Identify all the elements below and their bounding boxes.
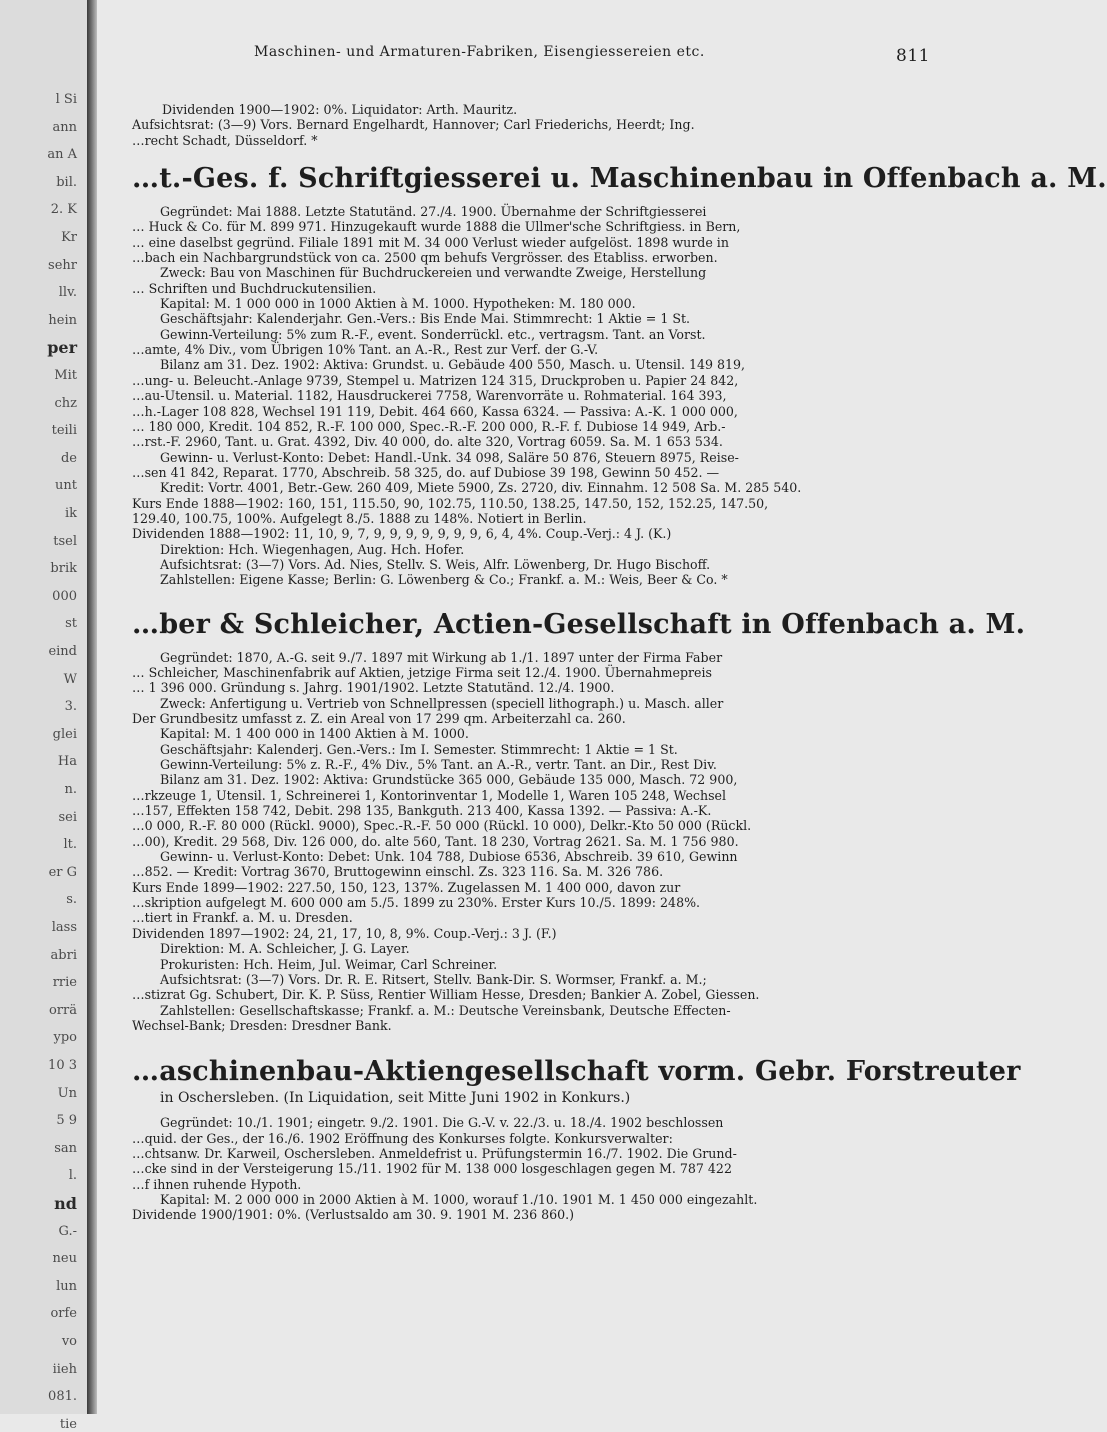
text-line: …157, Effekten 158 742, Debit. 298 135, Bankguth. 213 400, Kassa 1392. — Passiva: A.-K. (132, 803, 712, 819)
text-line: Kapital: M. 1 400 000 in 1400 Aktien à M. 1000. (160, 726, 469, 742)
text-line: …chtsanw. Dr. Karweil, Oschersleben. Anmeldefrist u. Prüfungstermin 16./7. 1902. Die Grund- (132, 1145, 737, 1161)
left-page-fragment: 5 9 (56, 1113, 77, 1129)
left-page-fragment: s. (66, 892, 77, 908)
text-line: Dividenden 1900—1902: 0%. Liquidator: Arth. Mauritz. (162, 102, 518, 117)
text-line: …recht Schadt, Düsseldorf. * (132, 132, 318, 148)
text-line: Kurs Ende 1888—1902: 160, 151, 115.50, 90, 102.75, 110.50, 138.25, 147.50, 152, 152.25, 147.50, (132, 495, 769, 511)
text-line: Gegründet: 10./1. 1901; eingetr. 9./2. 1901. Die G.-V. v. 22./3. u. 18./4. 1902 beschlossen (160, 1115, 724, 1131)
text-line: Geschäftsjahr: Kalenderj. Gen.-Vers.: Im I. Semester. Stimmrecht: 1 Aktie = 1 St. (160, 741, 678, 757)
text-line: Gewinn-Verteilung: 5% zum R.-F., event. Sonderrückl. etc., vertragsm. Tant. an Vorst. (160, 326, 706, 342)
entry-title: …ber & Schleicher, Actien-Gesellschaft in Offenbach a. M. (132, 608, 1026, 640)
left-page-fragment: hein (48, 312, 77, 328)
left-page-fragment: lt. (63, 837, 77, 853)
left-page-fragment: glei (52, 726, 77, 742)
text-line: Kapital: M. 1 000 000 in 1000 Aktien à M. 1000. Hypotheken: M. 180 000. (160, 296, 636, 312)
text-line: Der Grundbesitz umfasst z. Z. ein Areal von 17 299 qm. Arbeiterzahl ca. 260. (132, 711, 626, 726)
text-line: Bilanz am 31. Dez. 1902: Aktiva: Grundst. u. Gebäude 400 550, Masch. u. Utensil. 149 819, (160, 357, 746, 373)
left-page-fragment: 000 (52, 588, 77, 604)
left-page-fragment: brik (50, 561, 77, 577)
left-page-fragment: 081. (48, 1389, 77, 1405)
left-page-fragment: llv. (58, 285, 77, 301)
text-line: Wechsel-Bank; Dresden: Dresdner Bank. (132, 1017, 392, 1033)
entry-subtitle: in Oschersleben. (In Liquidation, seit Mitte Juni 1902 in Konkurs.) (160, 1090, 631, 1107)
left-page-fragment: G.- (58, 1223, 77, 1239)
top-block (132, 102, 932, 148)
left-page-fragment: ik (64, 506, 77, 521)
text-line: …f ihnen ruhende Hypoth. (132, 1176, 302, 1192)
running-header (132, 38, 932, 68)
left-page-fragment: er G (48, 864, 77, 880)
left-page-fragment: orfe (50, 1306, 77, 1322)
text-line: Zweck: Bau von Maschinen für Buchdruckereien und verwandte Zweige, Herstellung (160, 265, 707, 281)
company-entry (132, 608, 1026, 1034)
text-line: …rst.-F. 2960, Tant. u. Grat. 4392, Div. 40 000, do. alte 320, Vortrag 6059. Sa. M. 1 653 534. (132, 434, 723, 450)
entry-title: …aschinenbau-Aktiengesellschaft vorm. Gebr. Forstreuter (132, 1056, 1021, 1088)
left-page-fragment: n. (64, 782, 77, 797)
text-line: …ung- u. Beleucht.-Anlage 9739, Stempel u. Matrizen 124 315, Druckproben u. Papier 24 842, (132, 372, 739, 388)
page (132, 38, 1107, 1223)
text-line: …00), Kredit. 29 568, Div. 126 000, do. alte 560, Tant. 18 230, Vortrag 2621. Sa. M. 1 756 980. (132, 833, 739, 849)
left-page-fragment: lass (51, 920, 77, 935)
left-page-fragment: eind (48, 644, 77, 659)
left-page-fragment: tie (59, 1416, 77, 1432)
page-number: 811 (896, 46, 930, 66)
text-line: Gegründet: Mai 1888. Letzte Statutänd. 27./4. 1900. Übernahme der Schriftgiesserei (160, 204, 707, 220)
text-line: Kredit: Vortr. 4001, Betr.-Gew. 260 409, Miete 5900, Zs. 2720, div. Einnahm. 12 508 Sa. M. 285 540. (160, 480, 802, 496)
left-page-fragment: rrie (52, 975, 77, 991)
left-page-fragment: Ha (57, 754, 77, 770)
left-page-fragment: 3. (64, 699, 77, 715)
text-line: …rkzeuge 1, Utensil. 1, Schreinerei 1, Kontorinventar 1, Modelle 1, Waren 105 248, Wechsel (132, 787, 727, 803)
left-page-fragment: 10 3 (48, 1058, 77, 1073)
left-page-fragment: san (54, 1140, 77, 1156)
text-line: …h.-Lager 108 828, Wechsel 191 119, Debit. 464 660, Kassa 6324. — Passiva: A.-K. 1 000 000, (132, 403, 738, 419)
text-line: …sen 41 842, Reparat. 1770, Abschreib. 58 325, do. auf Dubiose 39 198, Gewinn 50 452. — (132, 464, 720, 480)
text-line: …quid. der Ges., der 16./6. 1902 Eröffnung des Konkurses folgte. Konkursverwalter: (132, 1130, 673, 1146)
left-page-fragment: tsel (53, 533, 77, 549)
text-line: …amte, 4% Div., vom Übrigen 10% Tant. an A.-R., Rest zur Verf. der G.-V. (132, 342, 599, 358)
left-page-fragment: st (65, 616, 77, 632)
left-page-fragment: vo (61, 1334, 77, 1349)
text-line: Gewinn- u. Verlust-Konto: Debet: Handl.-Unk. 34 098, Saläre 50 876, Steuern 8975, Reise- (160, 449, 739, 465)
left-page-fragment: ann (52, 119, 77, 135)
left-page-fragment: Un (57, 1085, 77, 1101)
left-page-fragment: l Si (55, 92, 77, 107)
text-line: Direktion: Hch. Wiegenhagen, Aug. Hch. Hofer. (160, 541, 465, 557)
text-line: …stizrat Gg. Schubert, Dir. K. P. Süss, Rentier William Hesse, Dresden; Bankier A. Zobel, Giessen. (132, 987, 760, 1003)
text-line: …tiert in Frankf. a. M. u. Dresden. (132, 910, 353, 926)
text-line: Gewinn-Verteilung: 5% z. R.-F., 4% Div., 5% Tant. an A.-R., vertr. Tant. an Dir., Rest Div. (160, 757, 717, 773)
left-page-fragment: bil. (56, 174, 77, 190)
company-entry (132, 162, 1107, 588)
text-line: … 1 396 000. Gründung s. Jahrg. 1901/1902. Letzte Statutänd. 12./4. 1900. (132, 680, 615, 696)
text-line: Aufsichtsrat: (3—7) Vors. Dr. R. E. Ritsert, Stellv. Bank-Dir. S. Wormser, Frankf. a. M.; (160, 971, 707, 987)
left-page-fragment: sehr (48, 257, 77, 273)
text-line: Dividende 1900/1901: 0%. (Verlustsaldo am 30. 9. 1901 M. 236 860.) (132, 1207, 575, 1223)
running-title: Maschinen- und Armaturen-Fabriken, Eisengiessereien etc. (254, 44, 705, 60)
text-line: …cke sind in der Versteigerung 15./11. 1902 für M. 138 000 losgeschlagen gegen M. 787 422 (132, 1161, 732, 1177)
text-line: Gewinn- u. Verlust-Konto: Debet: Unk. 104 788, Dubiose 6536, Abschreib. 39 610, Gewinn (160, 849, 738, 865)
entry-title: …t.-Ges. f. Schriftgiesserei u. Maschinenbau in Offenbach a. M. (132, 163, 1107, 195)
left-page-fragment: Mit (54, 368, 77, 383)
company-entry (132, 1055, 1021, 1223)
text-line: Zweck: Anfertigung u. Vertrieb von Schnellpressen (speciell lithograph.) u. Masch. aller (160, 695, 724, 711)
text-line: 129.40, 100.75, 100%. Aufgelegt 8./5. 1888 zu 148%. Notiert in Berlin. (132, 510, 587, 526)
text-line: Zahlstellen: Gesellschaftskasse; Frankf. a. M.: Deutsche Vereinsbank, Deutsche Effecten- (160, 1002, 731, 1018)
left-page-fragments (0, 0, 87, 1432)
text-line: … Schriften und Buchdruckutensilien. (132, 280, 377, 296)
left-page-fragment: abri (50, 947, 77, 963)
left-page-fragment: 2. K (50, 202, 77, 218)
sections (132, 162, 1107, 1223)
left-page-fragment: ypo (53, 1030, 77, 1046)
text-line: Zahlstellen: Eigene Kasse; Berlin: G. Löwenberg & Co.; Frankf. a. M.: Weis, Beer & Co. * (160, 572, 728, 588)
text-line: Gegründet: 1870, A.-G. seit 9./7. 1897 mit Wirkung ab 1./1. 1897 unter der Firma Faber (160, 649, 723, 665)
text-line: Bilanz am 31. Dez. 1902: Aktiva: Grundstücke 365 000, Gebäude 135 000, Masch. 72 900, (160, 772, 738, 788)
text-line: Geschäftsjahr: Kalenderjahr. Gen.-Vers.: Bis Ende Mai. Stimmrecht: 1 Aktie = 1 St. (160, 311, 691, 327)
left-page-fragment: Kr (61, 230, 77, 245)
text-line: …bach ein Nachbargrundstück von ca. 2500 qm behufs Vergrösser. des Etabliss. erworben. (132, 250, 718, 266)
text-line: …au-Utensil. u. Material. 1182, Hausdruckerei 7758, Warenvorräte u. Rohmaterial. 164 393, (132, 388, 727, 404)
text-line: Aufsichtsrat: (3—9) Vors. Bernard Engelhardt, Hannover; Carl Friederichs, Heerdt; Ing. (132, 117, 695, 133)
text-line: … eine daselbst gegründ. Filiale 1891 mit M. 34 000 Verlust wieder aufgelöst. 1898 wurde in (132, 234, 729, 250)
text-line: Direktion: M. A. Schleicher, J. G. Layer. (160, 941, 410, 957)
left-page-fragment: an A (47, 147, 77, 163)
text-line: Aufsichtsrat: (3—7) Vors. Ad. Nies, Stellv. S. Weis, Alfr. Löwenberg, Dr. Hugo Bischoff. (160, 556, 711, 572)
left-page-fragment: unt (55, 478, 77, 494)
left-page-fragment: orrä (48, 1002, 77, 1018)
text-line: …0 000, R.-F. 80 000 (Rückl. 9000), Spec.-R.-F. 50 000 (Rückl. 10 000), Delkr.-Kto 50 000 (Rückl. (132, 818, 752, 834)
left-page-fragment: per (47, 338, 77, 358)
left-page-fragment: nd (54, 1194, 77, 1213)
left-page-fragment: de (60, 450, 77, 466)
text-line: … Huck & Co. für M. 899 971. Hinzugekauft wurde 1888 die Ullmer'sche Schriftgiess. in Bern, (132, 219, 741, 235)
text-line: …852. — Kredit: Vortrag 3670, Bruttogewinn einschl. Zs. 323 116. Sa. M. 326 786. (132, 864, 664, 880)
text-line: …skription aufgelegt M. 600 000 am 5./5. 1899 zu 230%. Erster Kurs 10./5. 1899: 248%. (132, 895, 701, 911)
left-page-fragment: lun (56, 1278, 77, 1294)
text-line: … Schleicher, Maschinenfabrik auf Aktien, jetzige Firma seit 12./4. 1900. Übernahmepreis (132, 664, 712, 680)
text-line: Dividenden 1888—1902: 11, 10, 9, 7, 9, 9, 9, 9, 9, 9, 9, 6, 4, 4%. Coup.-Verj.: 4 J. (K.) (132, 526, 672, 542)
left-page-fragment: l. (68, 1168, 77, 1184)
text-line: Kurs Ende 1899—1902: 227.50, 150, 123, 137%. Zugelassen M. 1 400 000, davon zur (132, 879, 681, 895)
text-line: Kapital: M. 2 000 000 in 2000 Aktien à M. 1000, worauf 1./10. 1901 M. 1 450 000 eingezahlt. (160, 1191, 758, 1207)
text-line: Prokuristen: Hch. Heim, Jul. Weimar, Carl Schreiner. (160, 956, 498, 972)
left-page-fragment: sei (58, 809, 77, 825)
left-page-fragment: W (63, 671, 77, 687)
left-page-fragment: neu (52, 1251, 77, 1267)
left-page-fragment: chz (54, 395, 77, 411)
left-page-fragment: iieh (52, 1361, 77, 1377)
text-line: … 180 000, Kredit. 104 852, R.-F. 100 000, Spec.-R.-F. 200 000, R.-F. f. Dubiose 14 949, Arb.- (132, 418, 726, 434)
text-line: Dividenden 1897—1902: 24, 21, 17, 10, 8, 9%. Coup.-Verj.: 3 J. (F.) (132, 925, 557, 941)
book-gutter (87, 0, 97, 1414)
left-page-fragment: teili (51, 423, 77, 439)
